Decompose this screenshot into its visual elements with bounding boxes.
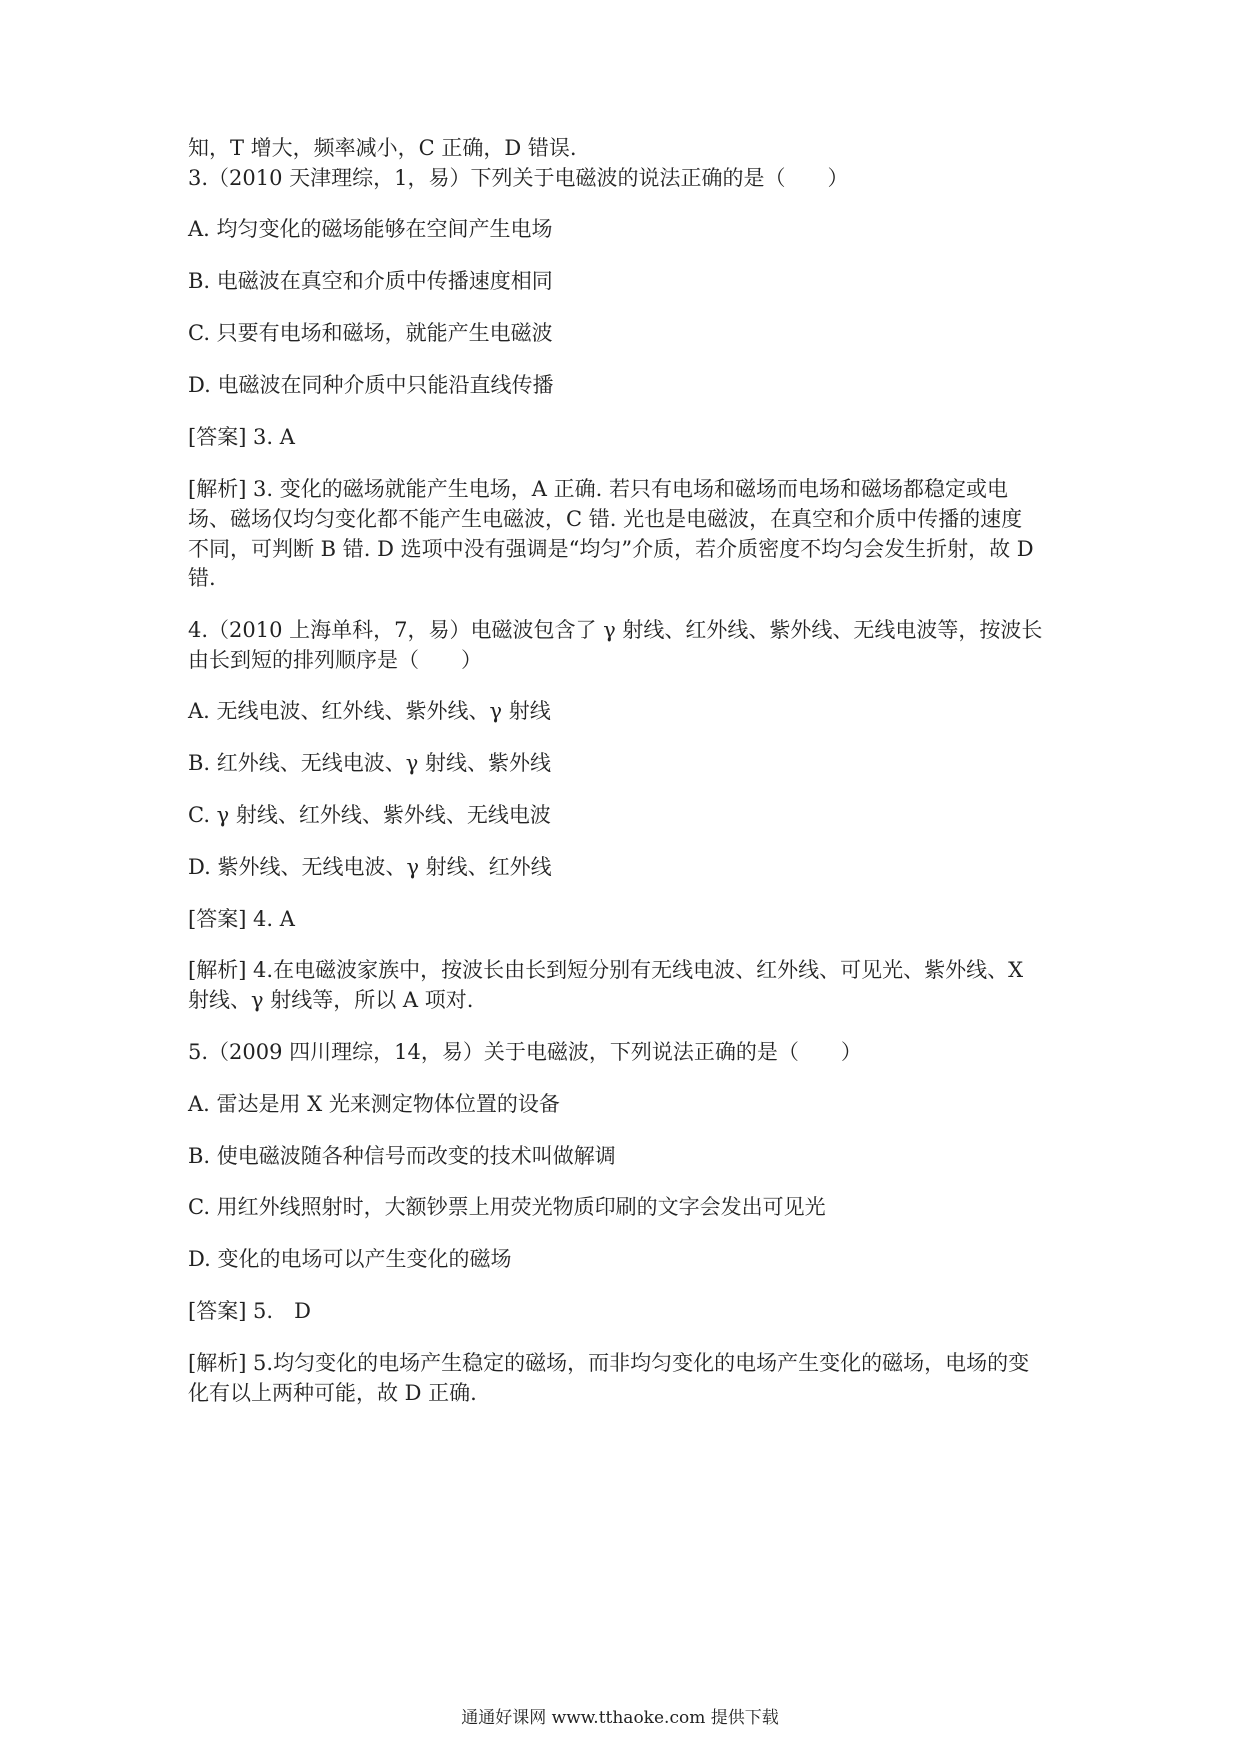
question-5-option-a: A. 雷达是用 X 光来测定物体位置的设备 xyxy=(188,1092,560,1116)
question-5-explanation-line: [解析] 5.均匀变化的电场产生稳定的磁场，而非均匀变化的电场产生变化的磁场，电场的变 xyxy=(188,1351,1030,1375)
question-5-explanation-line: 化有以上两种可能，故 D 正确. xyxy=(188,1381,477,1405)
question-3-stem: 3.（2010 天津理综，1，易）下列关于电磁波的说法正确的是（ ） xyxy=(188,166,849,190)
question-5-option-b: B. 使电磁波随各种信号而改变的技术叫做解调 xyxy=(188,1144,616,1168)
question-3-option-a: A. 均匀变化的磁场能够在空间产生电场 xyxy=(188,217,553,241)
question-4-explanation-line: [解析] 4.在电磁波家族中，按波长由长到短分别有无线电波、红外线、可见光、紫外线、X xyxy=(188,958,1024,982)
question-3-explanation-line: 不同，可判断 B 错. D 选项中没有强调是“均匀”介质，若介质密度不均匀会发生折射，故 D xyxy=(188,537,1034,561)
question-3-answer: [答案] 3. A xyxy=(188,425,295,449)
question-4-option-d: D. 紫外线、无线电波、γ 射线、红外线 xyxy=(188,855,552,879)
question-4-option-a: A. 无线电波、红外线、紫外线、γ 射线 xyxy=(188,699,551,723)
text-line: 知，T 增大，频率减小，C 正确，D 错误. xyxy=(188,136,577,160)
question-4-stem: 由长到短的排列顺序是（ ） xyxy=(188,648,482,672)
question-5-answer: [答案] 5. D xyxy=(188,1299,311,1323)
question-5-option-c: C. 用红外线照射时，大额钞票上用荧光物质印刷的文字会发出可见光 xyxy=(188,1195,826,1219)
question-3-explanation-line: 场、磁场仅均匀变化都不能产生电磁波，C 错. 光也是电磁波，在真空和介质中传播的速度 xyxy=(188,507,1023,531)
question-4-answer: [答案] 4. A xyxy=(188,907,295,931)
question-4-option-b: B. 红外线、无线电波、γ 射线、紫外线 xyxy=(188,751,552,775)
question-3-explanation-line: [解析] 3. 变化的磁场就能产生电场，A 正确. 若只有电场和磁场而电场和磁场都稳定或电 xyxy=(188,477,1008,501)
question-5-stem: 5.（2009 四川理综，14，易）关于电磁波，下列说法正确的是（ ） xyxy=(188,1040,862,1064)
question-3-option-d: D. 电磁波在同种介质中只能沿直线传播 xyxy=(188,373,554,397)
question-4-option-c: C. γ 射线、红外线、紫外线、无线电波 xyxy=(188,803,551,827)
question-3-option-b: B. 电磁波在真空和介质中传播速度相同 xyxy=(188,269,553,293)
question-3-option-c: C. 只要有电场和磁场，就能产生电磁波 xyxy=(188,321,553,345)
page-footer: 通通好课网 www.tthaoke.com 提供下载 xyxy=(461,1708,779,1728)
question-5-option-d: D. 变化的电场可以产生变化的磁场 xyxy=(188,1247,512,1271)
question-4-stem: 4.（2010 上海单科，7，易）电磁波包含了 γ 射线、红外线、紫外线、无线电波等，按波长 xyxy=(188,618,1043,642)
question-3-explanation-line: 错. xyxy=(188,566,216,590)
question-4-explanation-line: 射线、γ 射线等，所以 A 项对. xyxy=(188,988,474,1012)
